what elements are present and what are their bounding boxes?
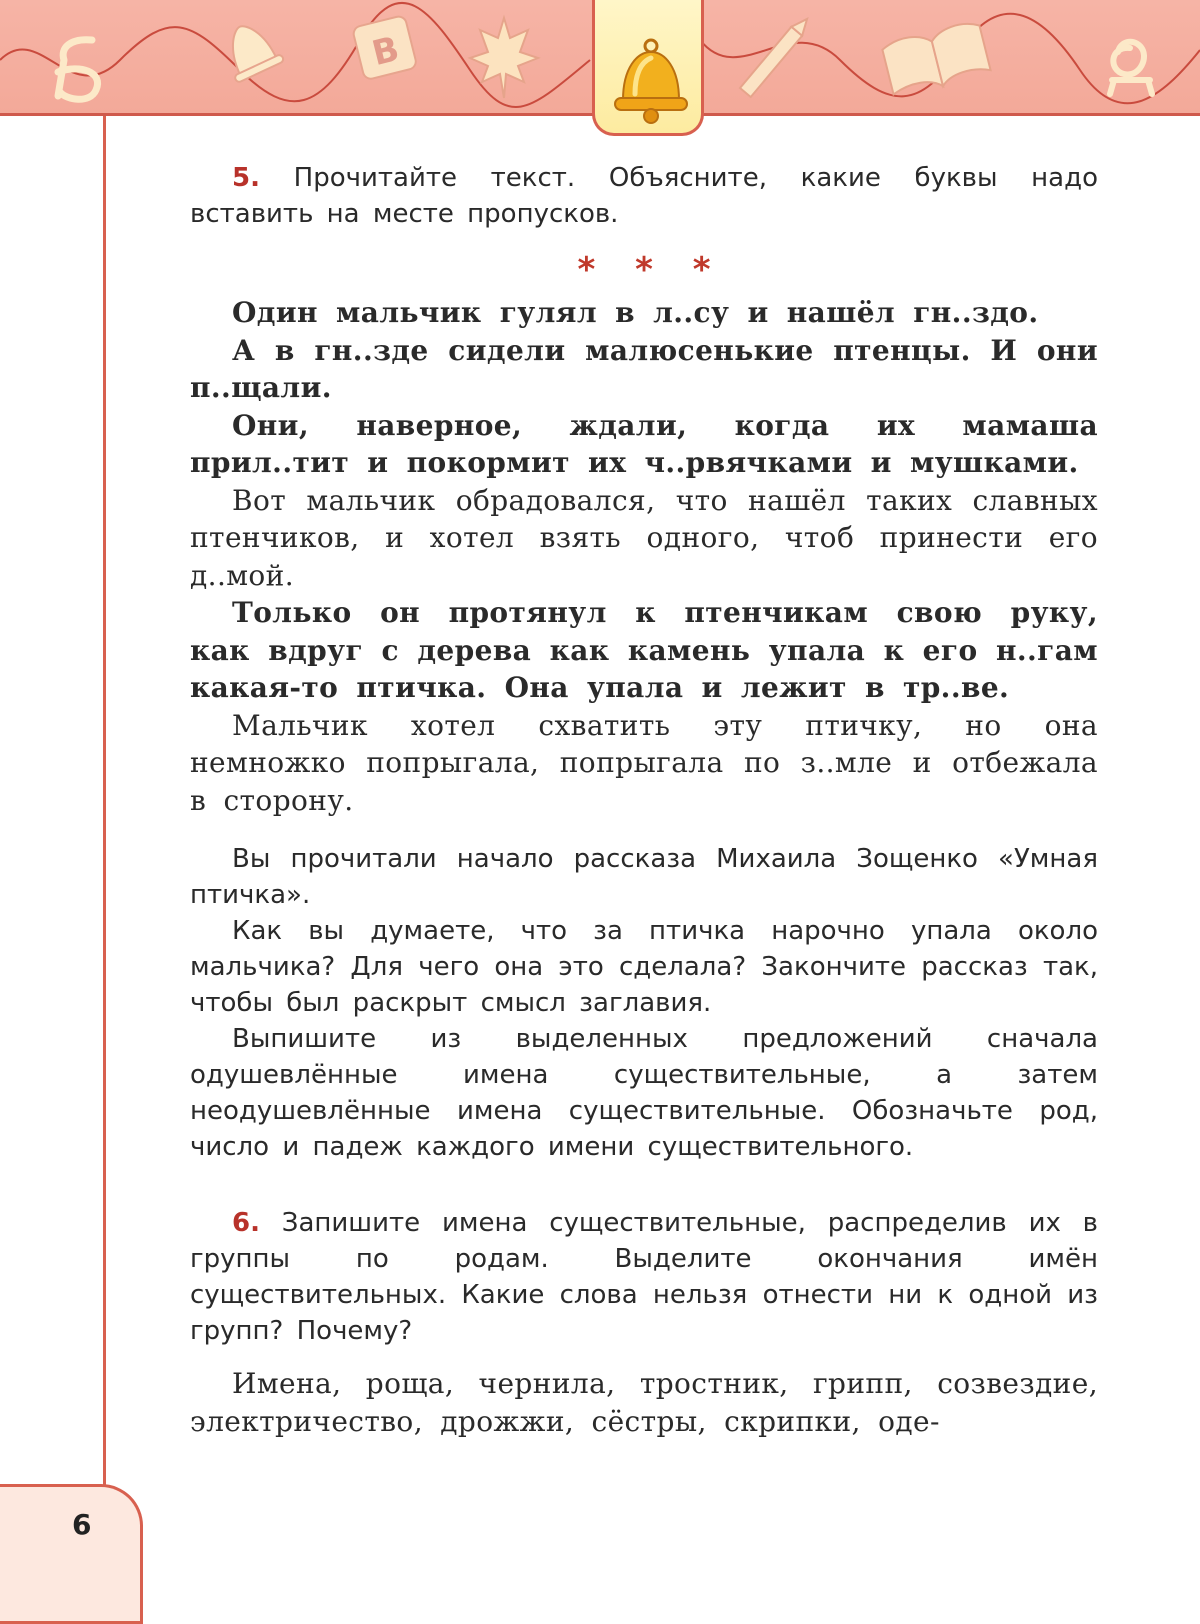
letter-v-block-icon <box>352 15 417 80</box>
letter-d-icon <box>1110 42 1152 94</box>
task-5-questions <box>190 841 1098 1165</box>
story-paragraph: Вот мальчик обрадовался, что нашёл таких славных птенчиков, и хотел взять одного, чтоб принести его д..мой. <box>190 483 1098 592</box>
maple-leaf-icon <box>470 18 538 98</box>
story-paragraph: А в гн..зде сидели малюсенькие птенцы. И они п..щали. <box>190 333 1098 404</box>
page-margin-line <box>103 116 106 1488</box>
story-paragraph: Они, наверное, ждали, когда их мамаша прил..тит и покормит их ч..рвячками и мушками. <box>190 408 1098 479</box>
task-6-instruction <box>190 1205 1098 1349</box>
section-stars: * * * <box>577 250 725 290</box>
task-6-number: 6. <box>232 1208 260 1238</box>
task-6-word-list: Имена, роща, чернила, тростник, грипп, созвездие, электричество, дрожжи, сёстры, скрипки, оде- <box>190 1367 1098 1438</box>
page-number-tab <box>0 1484 143 1624</box>
task-5-number: 5. <box>232 163 260 193</box>
question-paragraph: Выпишите из выделенных предложений сначала одушевлённые имена существительные, а затем неодушевлённые имена существительные. Обозначьте род, число и падеж каждого имени существительного. <box>190 1024 1098 1162</box>
task-5-instruction <box>190 160 1098 232</box>
page-number: 6 <box>72 1508 92 1541</box>
pencil-icon <box>740 14 812 97</box>
page-content <box>190 160 1098 1440</box>
svg-text:В: В <box>368 29 404 75</box>
question-paragraph: Как вы думаете, что за птичка нарочно упала около мальчика? Для чего она это сделала? Закончите рассказ так, чтобы был раскрыт смысл заглавия. <box>190 916 1098 1018</box>
task-5-text: Прочитайте текст. Объясните, какие буквы надо вставить на месте пропусков. <box>190 163 1098 229</box>
letter-b-icon <box>58 40 98 100</box>
bell-tab <box>592 0 704 136</box>
story-paragraph: Только он протянул к птенчикам свою руку, как вдруг с дерева как камень упала к его н..гам какая-то птичка. Она упала и лежит в тр..ве. <box>190 596 1098 704</box>
story-paragraph: Один мальчик гулял в л..су и нашёл гн..здо. <box>232 296 1039 329</box>
open-book-icon <box>881 20 992 98</box>
story-text <box>190 294 1098 819</box>
question-paragraph: Вы прочитали начало рассказа Михаила Зощенко «Умная птичка». <box>190 844 1098 910</box>
bell-icon <box>611 38 691 124</box>
bell-icon <box>216 16 284 83</box>
task-6-text: Запишите имена существительные, распределив их в группы по родам. Выделите окончания имён существительных. Какие слова нельзя отнести ни к одной из групп? Почему? <box>190 1208 1098 1346</box>
story-paragraph: Мальчик хотел схватить эту птичку, но она немножко попрыгала, попрыгала по з..мле и отбежала в сторону. <box>190 708 1098 817</box>
